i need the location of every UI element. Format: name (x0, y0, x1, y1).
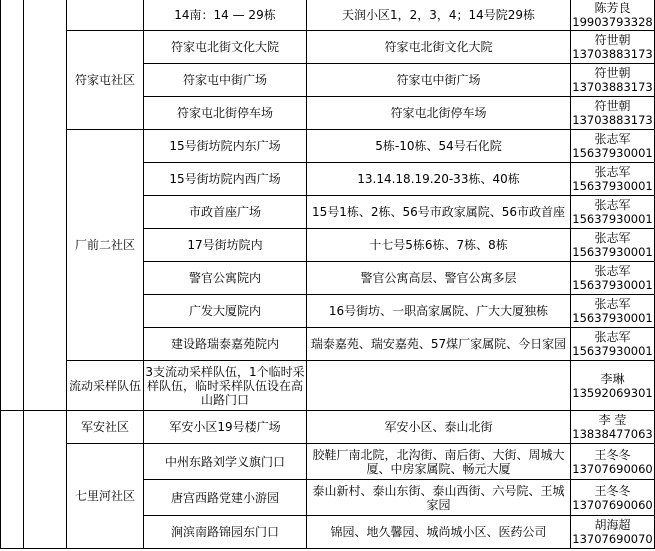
community-cell: 厂前二社区 (67, 130, 144, 361)
scope-text: 泰山新村、泰山东街、泰山西街、六号院、王城家园 (312, 483, 565, 512)
scope-cell: 军安小区、泰山北街 (307, 411, 571, 444)
community-cell: 七里河社区 (67, 444, 144, 549)
contact-name: 李琳 (600, 371, 625, 386)
contact-phone: 15637930001 (572, 212, 653, 226)
contact-name: 王冬冬 (594, 483, 631, 498)
contact-phone: 13707690060 (572, 497, 653, 512)
scope-text: 瑞泰嘉苑、瑞安嘉苑、57煤厂家属院、今日家园 (310, 337, 567, 351)
contact-cell (571, 196, 655, 229)
contact-phone: 13838477063 (572, 427, 653, 441)
scope-text: 胶鞋厂南北院，北沟街、南后街、大街、周城大厦、中房家属院、畅元大厦 (312, 447, 565, 476)
contact-phone: 15637930001 (572, 344, 653, 358)
contact-name: 符世朝 (594, 66, 631, 80)
site-cell: 市政首座广场 (144, 196, 307, 229)
contact-name: 符世朝 (594, 99, 631, 113)
contact-cell (571, 163, 655, 196)
site-text: 3支流动采样队伍，1个临时采样队伍，临时采样队伍设在高山路门口 (145, 364, 305, 407)
contact-phone: 13703883173 (572, 47, 653, 61)
scope-cell (307, 361, 571, 411)
contact-cell (571, 411, 655, 444)
site-cell: 符家屯中街广场 (144, 64, 307, 97)
district-cell (1, 411, 24, 549)
contact-cell (571, 130, 655, 163)
scope-cell (307, 328, 571, 361)
contact-phone: 15637930001 (572, 179, 653, 193)
contact-phone: 13592069301 (572, 385, 653, 400)
contact-name: 符世朝 (594, 33, 631, 47)
scope-cell: 13.14.18.19.20-33栋、40栋 (307, 163, 571, 196)
contact-phone: 15637930001 (572, 278, 653, 292)
site-cell: 广发大厦院内 (144, 295, 307, 328)
contact-cell (571, 295, 655, 328)
site-cell: 中州东路刘学义旗门口 (144, 444, 307, 480)
community-cell: 军安社区 (67, 411, 144, 444)
contact-name: 张志军 (594, 198, 631, 212)
site-cell: 涧滨南路锦园东门口 (144, 516, 307, 549)
site-cell (144, 361, 307, 411)
scope-cell (307, 480, 571, 516)
contact-name: 张志军 (594, 264, 631, 278)
scope-cell: 符家屯中街广场 (307, 64, 571, 97)
table-row (1, 130, 655, 163)
scope-cell: 十七号5栋6栋、7栋、8栋 (307, 229, 571, 262)
contact-name: 胡海超 (594, 518, 631, 532)
contact-name: 张志军 (594, 297, 631, 311)
table-row (1, 361, 655, 411)
site-cell: 唐宫西路党建小游园 (144, 480, 307, 516)
street-cell (24, 411, 67, 549)
contact-phone: 15637930001 (572, 311, 653, 325)
contact-phone: 13707690060 (572, 461, 653, 476)
site-cell: 符家屯北街停车场 (144, 97, 307, 130)
contact-cell (571, 31, 655, 64)
contact-phone: 13707690070 (572, 532, 653, 546)
contact-cell (571, 0, 655, 31)
contact-cell (571, 64, 655, 97)
contact-name: 张志军 (594, 231, 631, 245)
scope-cell (307, 444, 571, 480)
community-cell: 符家屯社区 (67, 31, 144, 130)
contact-name: 王冬冬 (594, 447, 631, 462)
scope-text: 15号1栋、2栋、56号市政家属院、56市政首座 (311, 205, 566, 219)
district-cell (1, 0, 24, 411)
community-cell: 流动采样队伍 (67, 361, 144, 411)
scope-cell: 锦园、地久馨园、城尚城小区、医药公司 (307, 516, 571, 549)
contact-phone: 15637930001 (572, 146, 653, 160)
contact-name: 陈芳良 (594, 1, 631, 15)
site-cell: 符家屯北街文化大院 (144, 31, 307, 64)
scope-cell: 警官公寓高层、警官公寓多层 (307, 262, 571, 295)
scope-cell: 5栋-10栋、54号石化院 (307, 130, 571, 163)
site-cell: 15号街坊院内西广场 (144, 163, 307, 196)
contact-cell (571, 516, 655, 549)
scope-cell: 天润小区1，2，3，4；14号院29栋 (307, 0, 571, 31)
contact-name: 张志军 (594, 165, 631, 179)
scope-cell: 16号街坊、一职高家属院、广大大厦独栋 (307, 295, 571, 328)
contact-cell (571, 361, 655, 411)
table-row (1, 411, 655, 444)
contact-cell (571, 480, 655, 516)
street-cell (24, 0, 67, 411)
contact-cell (571, 97, 655, 130)
contact-name: 张志军 (594, 132, 631, 146)
site-cell: 17号街坊院内 (144, 229, 307, 262)
site-cell: 14南：14 — 29栋 (144, 0, 307, 31)
scope-cell: 符家屯北街停车场 (307, 97, 571, 130)
community-cell (67, 0, 144, 31)
site-cell: 军安小区19号楼广场 (144, 411, 307, 444)
scope-cell: 符家屯北街文化大院 (307, 31, 571, 64)
contact-cell (571, 229, 655, 262)
contact-phone: 19903793328 (572, 15, 653, 29)
contact-cell (571, 444, 655, 480)
contact-phone: 15637930001 (572, 245, 653, 259)
table-row (1, 444, 655, 480)
contact-phone: 13703883173 (572, 80, 653, 94)
contact-cell (571, 328, 655, 361)
table-row (1, 0, 655, 31)
site-cell: 15号街坊院内东广场 (144, 130, 307, 163)
scope-cell (307, 196, 571, 229)
site-cell: 警官公寓院内 (144, 262, 307, 295)
table-row (1, 31, 655, 64)
contact-phone: 13703883173 (572, 113, 653, 127)
contact-name: 张志军 (594, 330, 631, 344)
contact-cell (571, 262, 655, 295)
site-cell: 建设路瑞泰嘉苑院内 (144, 328, 307, 361)
contact-name: 李 莹 (598, 413, 627, 427)
